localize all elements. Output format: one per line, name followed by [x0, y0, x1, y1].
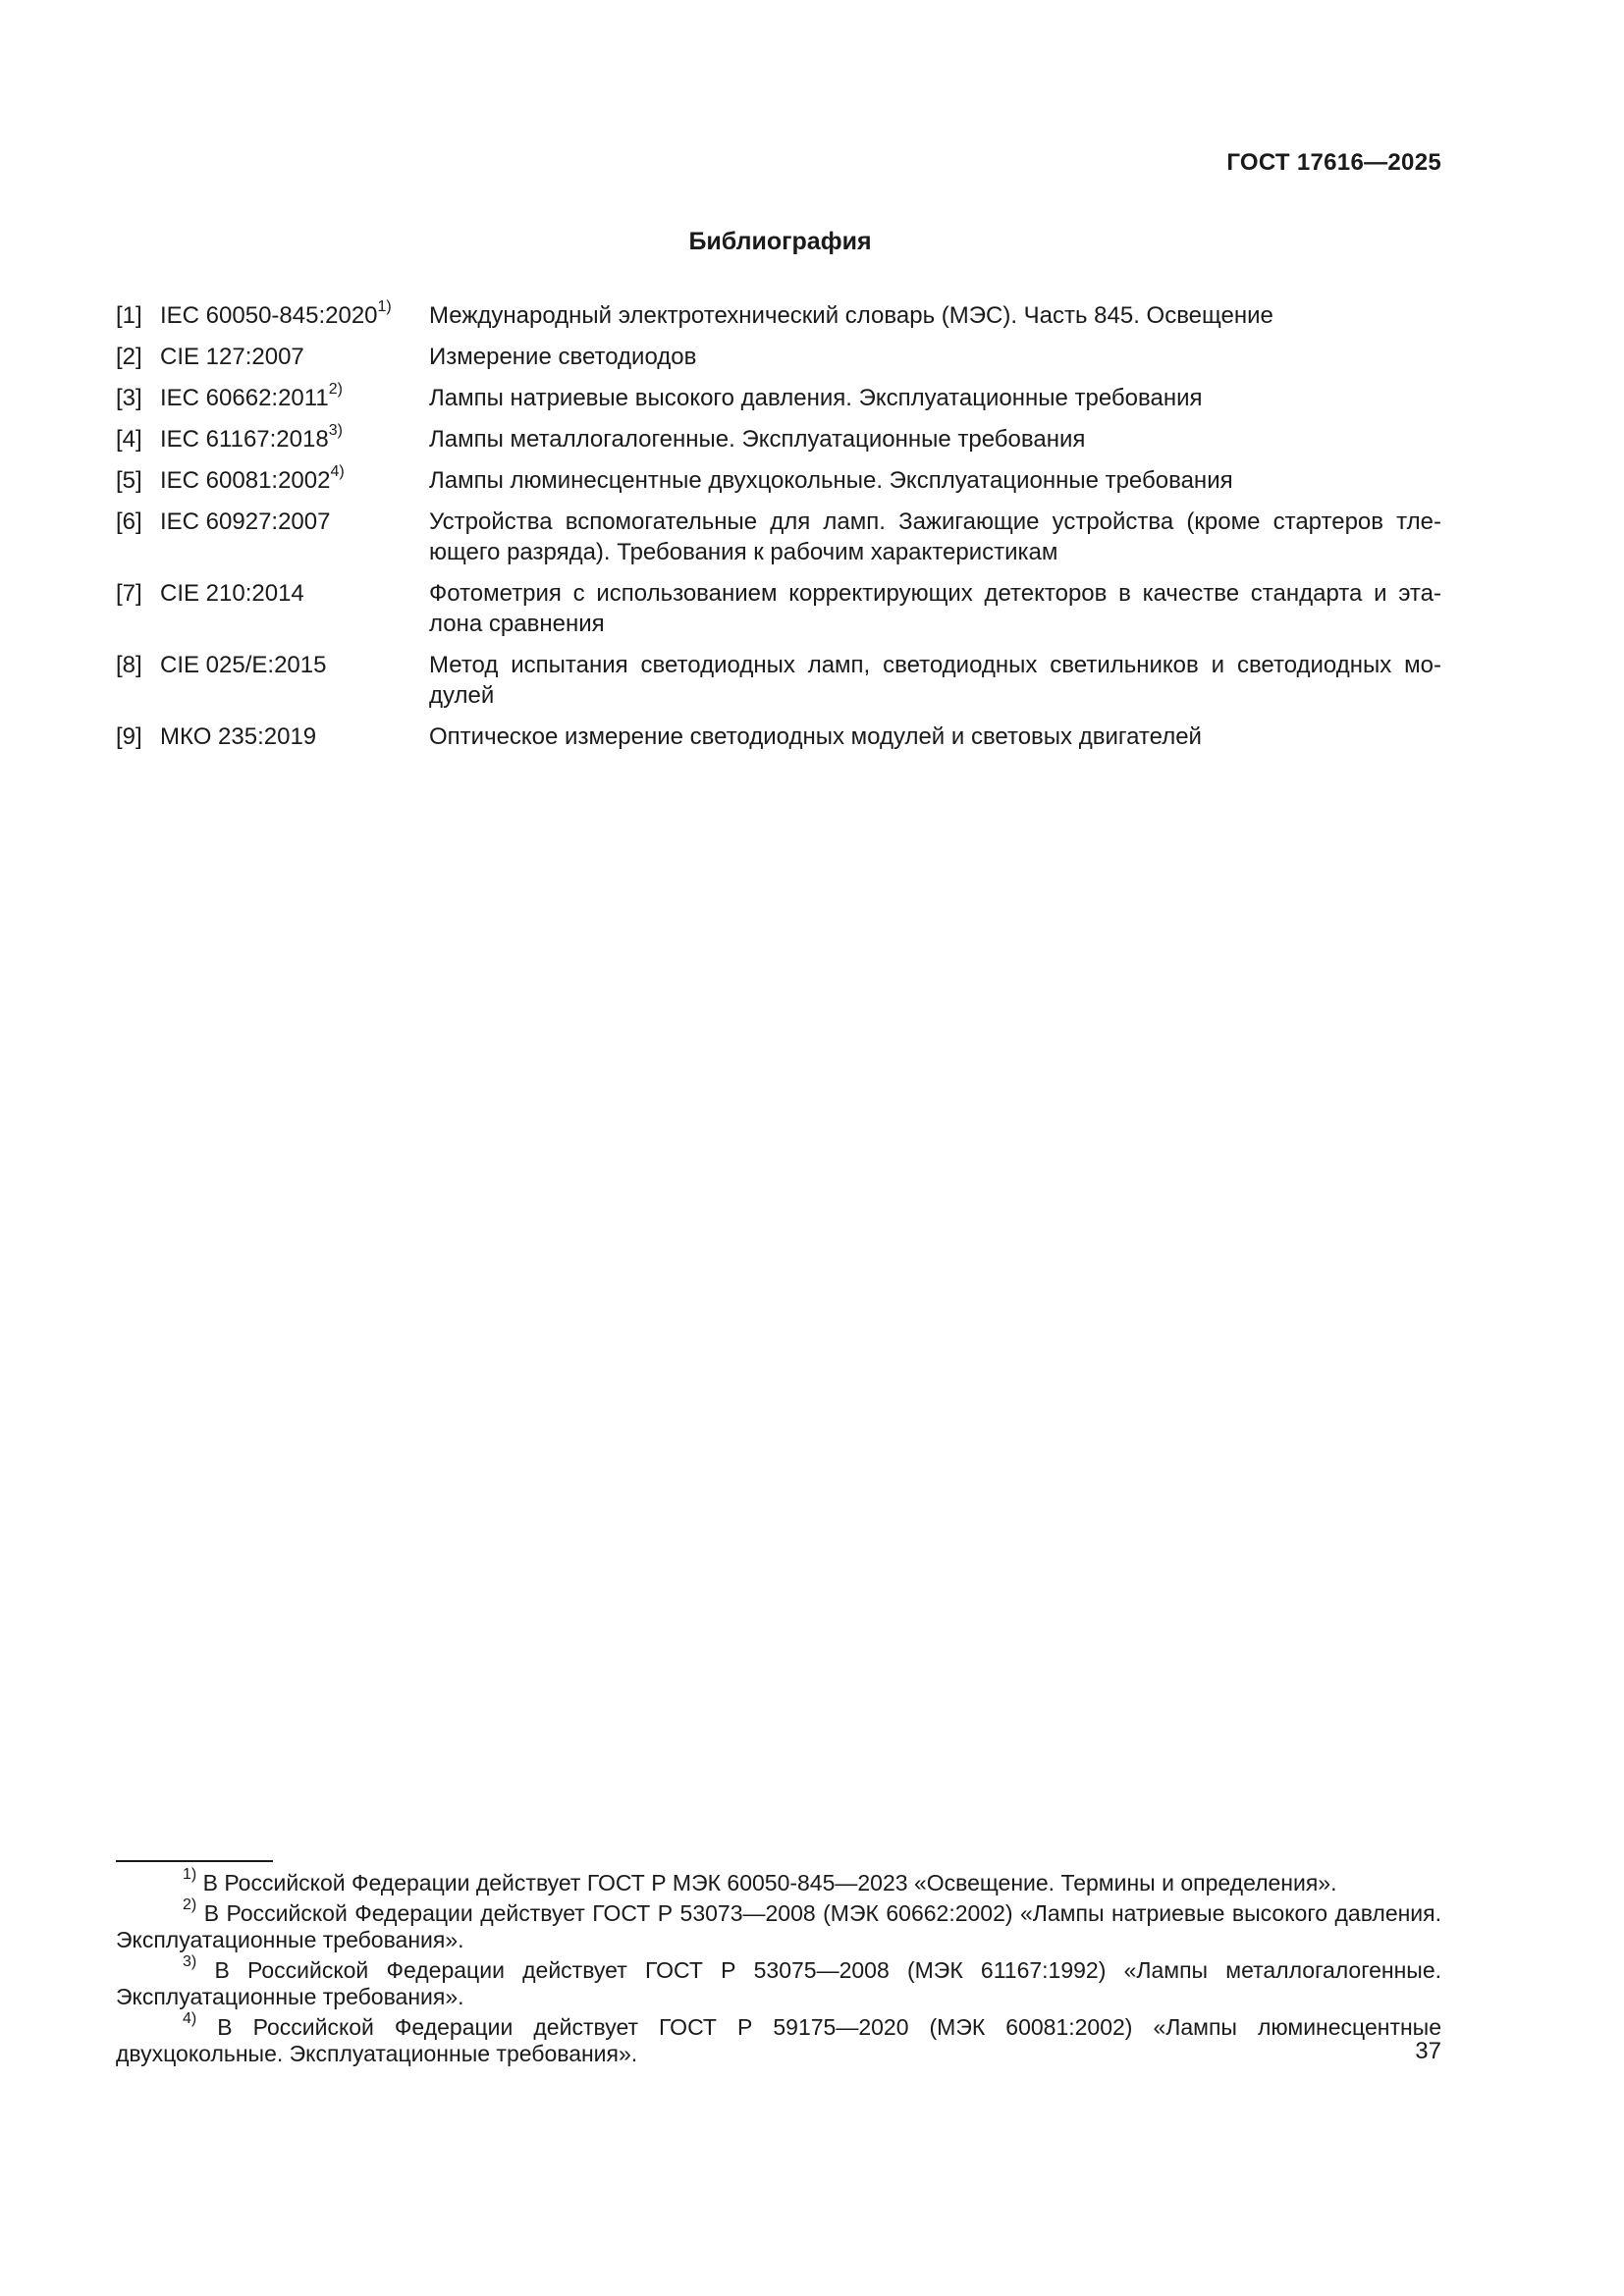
footnote-marker: 1): [377, 298, 392, 315]
item-code: [160, 300, 429, 331]
bibliography-item: [116, 465, 1441, 496]
item-title: Лампы натриевые высокого давления. Эксплуатационные требования: [429, 385, 1203, 411]
item-title: Лампы металлогалогенные. Эксплуатационные требования: [429, 426, 1086, 453]
item-number: [7]: [116, 580, 142, 607]
footnote: [116, 1866, 1441, 1896]
item-code-text: CIE 210:2014: [160, 580, 304, 607]
footnote-text: В Российской Федерации действует ГОСТ Р 53075—2008 (МЭК 61167:1992) «Лампы металлогалогенные. Эксплуатационные требования».: [116, 1957, 1442, 2009]
footnote: [116, 1953, 1442, 2010]
footnote: [116, 2010, 1442, 2067]
item-number: [2]: [116, 344, 142, 370]
document-code: ГОСТ 17616—2025: [1226, 149, 1441, 176]
item-title: Метод испытания светодиодных ламп, светодиодных светильников и светодиодных модулей: [429, 652, 1441, 709]
footnote-mark: 4): [183, 2010, 197, 2028]
item-number: [1]: [116, 302, 142, 329]
item-code-text: IEC 60927:2007: [160, 508, 331, 535]
footnotes: [116, 1866, 1442, 2071]
item-code: [160, 342, 429, 372]
item-title: Международный электротехнический словарь (МЭС). Часть 845. Освещение: [429, 302, 1273, 329]
bibliography-item: [116, 650, 1441, 711]
item-code: [160, 465, 429, 496]
item-code-text: IEC 60081:2002: [160, 467, 331, 494]
item-title: Измерение светодиодов: [429, 344, 697, 370]
footnote-text: В Российской Федерации действует ГОСТ Р МЭК 60050-845—2023 «Освещение. Термины и определения».: [202, 1870, 1337, 1896]
footnote-mark: 3): [183, 1953, 197, 1971]
footnote-marker: 3): [328, 422, 343, 439]
item-code-text: IEC 61167:2018: [160, 426, 329, 453]
item-code-text: CIE 025/E:2015: [160, 652, 327, 678]
footnote-marker: 4): [330, 463, 345, 480]
page-number: 37: [1415, 2038, 1441, 2064]
item-code: [160, 650, 429, 711]
item-code-text: CIE 127:2007: [160, 344, 304, 370]
item-code: [160, 507, 429, 567]
footnote-marker: 2): [328, 381, 343, 398]
footnote-mark: 1): [183, 1866, 197, 1884]
item-number: [3]: [116, 385, 142, 411]
item-code: [160, 721, 429, 752]
item-title: Фотометрия с использованием корректирующих детекторов в качестве стандарта и эталона сравнения: [429, 580, 1441, 637]
bibliography-item: [116, 721, 1441, 752]
item-code: [160, 383, 429, 413]
item-title: Лампы люминесцентные двухцокольные. Эксплуатационные требования: [429, 467, 1233, 494]
bibliography-item: [116, 424, 1441, 454]
item-code: [160, 578, 429, 639]
footnote-text: В Российской Федерации действует ГОСТ Р 59175—2020 (МЭК 60081:2002) «Лампы люминесцентные двухцокольные. Эксплуатационные требования».: [116, 2014, 1442, 2066]
footnote-text: В Российской Федерации действует ГОСТ Р 53073—2008 (МЭК 60662:2002) «Лампы натриевые высокого давления. Эксплуатационные требования».: [116, 1900, 1442, 1952]
item-code: [160, 424, 429, 454]
footnote: [116, 1896, 1442, 1953]
bibliography-title: Библиография: [688, 228, 872, 255]
bibliography-item: [116, 578, 1441, 639]
item-number: [6]: [116, 508, 142, 535]
item-number: [5]: [116, 467, 142, 494]
item-title: Устройства вспомогательные для ламп. Зажигающие устройства (кроме стартеров тлеющего разряда). Требования к рабочим характеристикам: [429, 508, 1441, 565]
item-code-text: IEC 60662:2011: [160, 385, 329, 411]
bibliography-item: [116, 342, 1441, 372]
footnote-mark: 2): [183, 1896, 197, 1914]
item-code-text: МКО 235:2019: [160, 723, 317, 750]
footnote-separator: [116, 1860, 273, 1862]
bibliography-item: [116, 507, 1441, 567]
bibliography-list: [116, 300, 1441, 763]
bibliography-item: [116, 383, 1441, 413]
item-title: Оптическое измерение светодиодных модулей и световых двигателей: [429, 723, 1202, 750]
item-number: [9]: [116, 723, 142, 750]
item-code-text: IEC 60050-845:2020: [160, 302, 378, 329]
bibliography-item: [116, 300, 1441, 331]
item-number: [4]: [116, 426, 142, 453]
item-number: [8]: [116, 652, 142, 678]
